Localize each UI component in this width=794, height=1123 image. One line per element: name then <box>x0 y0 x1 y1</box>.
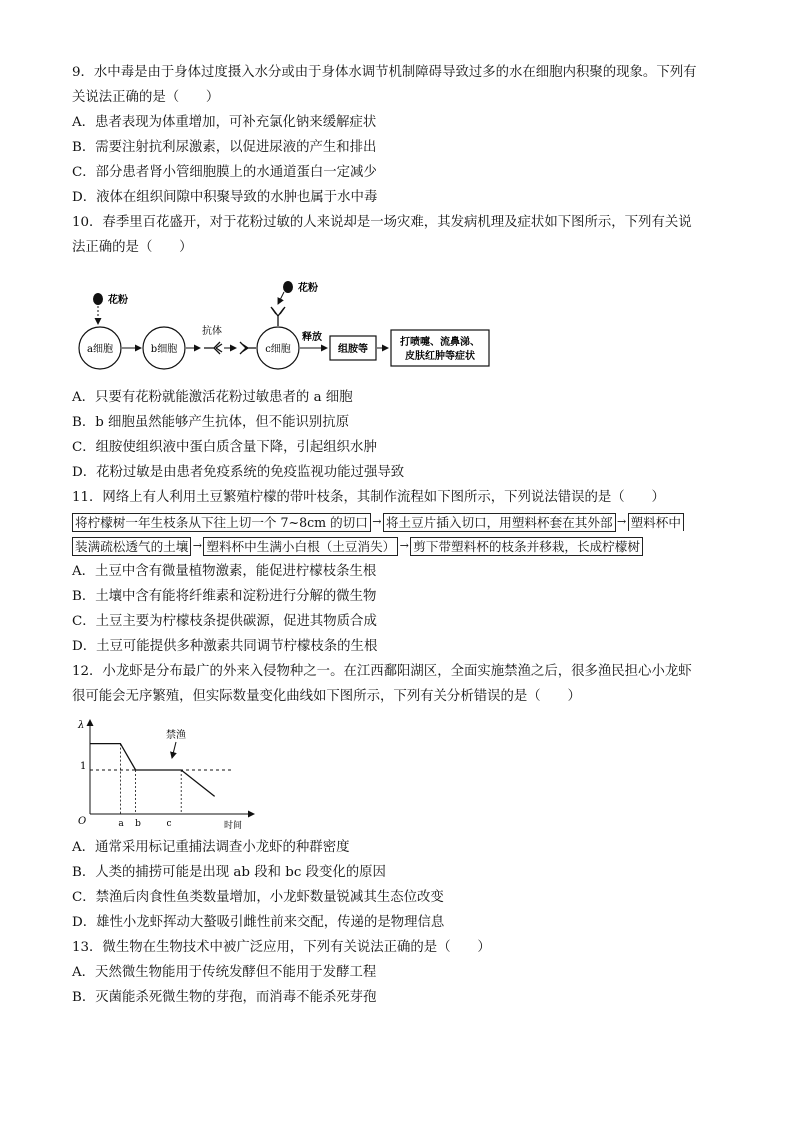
q9-option-b: B．需要注射抗利尿激素，以促进尿液的产生和排出 <box>72 140 377 155</box>
receptor-antibody-icon <box>240 342 256 354</box>
q11-option-c: C．土豆主要为柠檬枝条提供碳源，促进其物质合成 <box>72 614 377 629</box>
histamine-label: 组胺等 <box>338 344 368 355</box>
pollen-label-1: 花粉 <box>108 295 128 306</box>
q13-option-b: B．灭菌能杀死微生物的芽孢，而消毒不能杀死芽孢 <box>72 990 377 1005</box>
allergy-diagram <box>70 274 500 374</box>
origin-label: O <box>78 816 87 827</box>
pollen-label-2: 花粉 <box>298 283 318 294</box>
antibody-label: 抗体 <box>202 326 222 337</box>
flow-arrow-icon: → <box>192 539 202 552</box>
pollen-grain-icon-2 <box>283 281 293 293</box>
q11-option-d: D．土豆可能提供多种激素共同调节柠檬枝条的生根 <box>72 639 378 654</box>
antibody-icon <box>204 342 222 354</box>
q12-option-b: B．人类的捕捞可能是出现 ab 段和 bc 段变化的原因 <box>72 865 386 880</box>
x-tick-b: b <box>135 819 141 829</box>
flow-arrow-icon: → <box>616 515 627 528</box>
flow-step-5: 剪下带塑料杯的枝条并移栽，长成柠檬树 <box>410 537 643 556</box>
q11-option-b: B．土壤中含有能将纤维素和淀粉进行分解的微生物 <box>72 589 377 604</box>
release-label: 释放 <box>302 332 322 343</box>
receptor-icon <box>271 307 285 326</box>
q11-flow-row-1 <box>72 513 684 533</box>
cell-b-label: b细胞 <box>150 344 178 355</box>
flow-step-1: 将柠檬树一年生枝条从下往上切一个 7~8cm 的切口 <box>72 513 371 532</box>
y-tick-1: 1 <box>80 761 87 772</box>
cell-c-label: c细胞 <box>265 344 291 355</box>
fishing-ban-label: 禁渔 <box>166 730 186 741</box>
q13-option-a: A．天然微生物能用于传统发酵但不能用于发酵工程 <box>72 965 377 980</box>
x-tick-c: c <box>166 819 172 829</box>
q12-option-c: C．禁渔后肉食性鱼类数量增加，小龙虾数量锐减其生态位改变 <box>72 890 444 905</box>
q9-stem-line2: 关说法正确的是（ ） <box>72 90 220 105</box>
q10-option-b: B．b 细胞虽然能够产生抗体，但不能识别抗原 <box>72 415 350 430</box>
q10-option-c: C．组胺使组织液中蛋白质含量下降，引起组织水肿 <box>72 440 377 455</box>
q9-option-c: C．部分患者肾小管细胞膜上的水通道蛋白一定减少 <box>72 165 377 180</box>
q9-stem-line1: 9．水中毒是由于身体过度摄入水分或由于身体水调节机制障碍导致过多的水在细胞内积聚的现象。下列有 <box>72 65 697 80</box>
cell-a-label: a细胞 <box>87 344 113 355</box>
q12-stem-line2: 很可能会无序繁殖，但实际数量变化曲线如下图所示，下列有关分析错误的是（ ） <box>72 689 581 704</box>
q13-stem: 13．微生物在生物技术中被广泛应用，下列有关说法正确的是（ ） <box>72 940 491 955</box>
q11-stem: 11．网络上有人利用土豆繁殖柠檬的带叶枝条，其制作流程如下图所示，下列说法错误的是（ ） <box>72 490 665 505</box>
flow-step-3-bottom: 装满疏松透气的土壤 <box>72 537 191 556</box>
flow-step-4: 塑料杯中生满小白根（土豆消失） <box>203 537 398 556</box>
flow-arrow-icon: → <box>399 539 409 552</box>
flow-arrow-icon: → <box>372 515 382 528</box>
q12-option-d: D．雄性小龙虾挥动大螯吸引雌性前来交配，传递的是物理信息 <box>72 915 445 930</box>
q10-option-d: D．花粉过敏是由患者免疫系统的免疫监视功能过强导致 <box>72 465 405 480</box>
q12-stem-line1: 12．小龙虾是分布最广的外来入侵物种之一。在江西鄱阳湖区，全面实施禁渔之后，很多渔民担心小龙虾 <box>72 664 692 679</box>
q10-option-a: A．只要有花粉就能激活花粉过敏患者的 a 细胞 <box>72 390 353 405</box>
y-axis-label: λ <box>78 720 85 731</box>
q10-stem-line2: 法正确的是（ ） <box>72 240 193 255</box>
x-tick-a: a <box>118 819 124 829</box>
q12-option-a: A．通常采用标记重捕法调查小龙虾的种群密度 <box>72 840 350 855</box>
symptom-label-1: 打喷嚏、流鼻涕、 <box>400 337 480 348</box>
q9-option-a: A．患者表现为体重增加，可补充氯化钠来缓解症状 <box>72 115 377 130</box>
fishing-ban-arrow <box>172 742 176 758</box>
flow-step-2: 将土豆片插入切口，用塑料杯套在其外部 <box>383 513 616 532</box>
q11-flow-row-2 <box>72 537 643 557</box>
q9-option-d: D．液体在组织间隙中积聚导致的水肿也属于水中毒 <box>72 190 378 205</box>
x-axis-label: 时间 <box>224 821 243 831</box>
q10-stem-line1: 10．春季里百花盛开，对于花粉过敏的人来说却是一场灾难，其发病机理及症状如下图所示，下列有关说 <box>72 215 692 230</box>
lambda-chart <box>72 714 262 832</box>
flow-step-3-top: 塑料杯中 <box>628 513 684 531</box>
q11-option-a: A．土豆中含有微量植物激素，能促进柠檬枝条生根 <box>72 564 377 579</box>
pollen-grain-icon <box>93 293 103 305</box>
symptom-label-2: 皮肤红肿等症状 <box>405 351 475 362</box>
